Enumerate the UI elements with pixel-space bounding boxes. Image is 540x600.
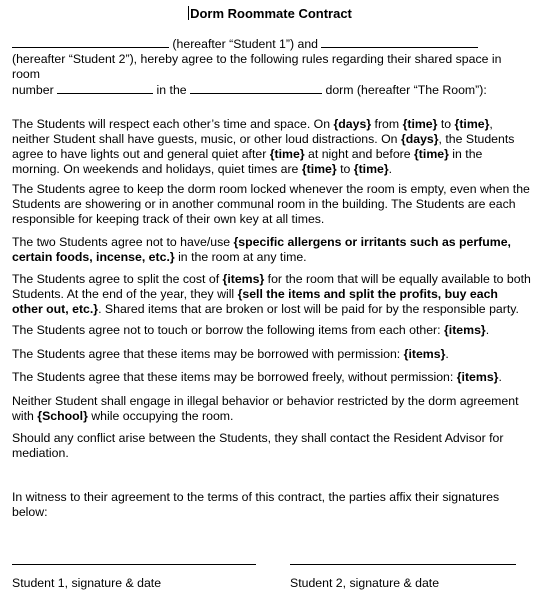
allergens-paragraph: The two Students agree not to have/use {specific allergens or irritants such as perfume, certain foods, incense, etc.} in the room at any time. bbox=[12, 235, 511, 264]
document-title: Dorm Roommate Contract bbox=[190, 6, 352, 21]
no-borrow-paragraph: The Students agree not to touch or borrow the following items from each other: {items}. bbox=[12, 323, 490, 337]
student2-signature-label: Student 2, signature & date bbox=[290, 576, 440, 590]
shared-cost-paragraph: The Students agree to split the cost of {items} for the room that will be equally available to both Students. At the end of the year, they will {sell the items and split the profits, buy each other out, etc.}. Shared items that are broken or lost will be paid for by the responsible party. bbox=[12, 272, 531, 316]
borrow-freely-paragraph: The Students agree that these items may be borrowed freely, without permission: {items}. bbox=[12, 370, 502, 384]
conduct-paragraph: Neither Student shall engage in illegal behavior or behavior restricted by the dorm agreement with {School} while occupying the room. bbox=[12, 394, 519, 423]
student2-signature-line[interactable] bbox=[290, 564, 516, 565]
text-cursor bbox=[188, 6, 189, 20]
intro-paragraph: (hereafter “Student 1”) and (hereafter “Student 2”), hereby agree to the following rules regarding their shared space in room number in the dorm (hereafter “The Room”): bbox=[12, 37, 502, 97]
student1-signature-line[interactable] bbox=[12, 564, 256, 565]
dorm-name-blank[interactable] bbox=[190, 82, 322, 94]
quiet-hours-paragraph: The Students will respect each other’s time and space. On {days} from {time} to {time}, neither Student shall have guests, music, or other loud distractions. On {days}, the Students agree to have lights out and general quiet after {time} at night and before {time} in the morning. On weekends and holidays, quiet times are {time} to {time}. bbox=[12, 117, 515, 176]
student1-name-blank[interactable] bbox=[12, 36, 169, 48]
student2-name-blank[interactable] bbox=[321, 36, 478, 48]
witness-paragraph: In witness to their agreement to the terms of this contract, the parties affix their signatures below: bbox=[12, 490, 500, 519]
borrow-permission-paragraph: The Students agree that these items may be borrowed with permission: {items}. bbox=[12, 347, 449, 361]
room-number-blank[interactable] bbox=[57, 82, 153, 94]
lock-paragraph: The Students agree to keep the dorm room locked whenever the room is empty, even when the Students are showering or in another communal room in the building. The Students are each responsible for keeping track of their own key at all times. bbox=[12, 182, 530, 226]
student1-signature-label: Student 1, signature & date bbox=[12, 576, 162, 590]
conflict-paragraph: Should any conflict arise between the Students, they shall contact the Resident Advisor for mediation. bbox=[12, 431, 504, 460]
